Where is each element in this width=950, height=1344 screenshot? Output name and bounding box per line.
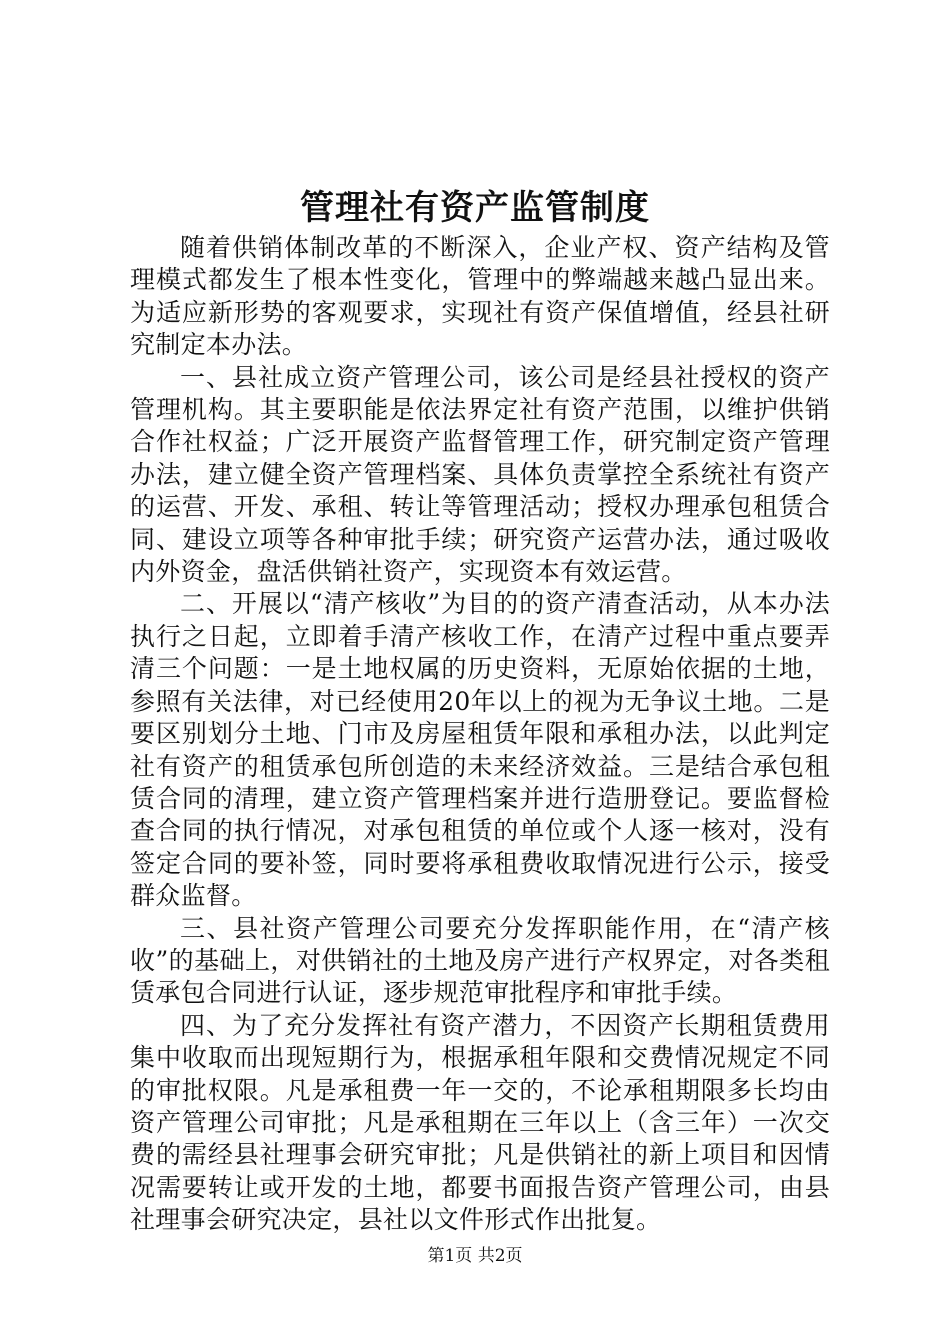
paragraph-section-2: 二、开展以“清产核收”为目的的资产清查活动，从本办法执行之日起，立即着手清产核收工作，在清产过程中重点要弄清三个问题：一是土地权属的历史资料，无原始依据的土地，参照有关法律，对已经使用20年以上的视为无争议土地。二是要区别划分土地、门市及房屋租赁年限和承租办法，以此判定社有资产的租赁承包所创造的未来经济效益。三是结合承包租赁合同的清理，建立资产管理档案并进行造册登记。要监督检查合同的执行情况，对承包租赁的单位或个人逐一核对，没有签定合同的要补签，同时要将承租费收取情况进行公示，接受群众监督。 (130, 589, 830, 911)
paragraph-intro: 随着供销体制改革的不断深入，企业产权、资产结构及管理模式都发生了根本性变化，管理中的弊端越来越凸显出来。为适应新形势的客观要求，实现社有资产保值增值，经县社研究制定本办法。 (130, 233, 830, 360)
paragraph-section-3: 三、县社资产管理公司要充分发挥职能作用，在“清产核收”的基础上，对供销社的土地及房产进行产权界定，对各类租赁承包合同进行认证，逐步规范审批程序和审批手续。 (130, 913, 830, 1008)
page-footer: 第1页 共2页 (427, 1246, 523, 1266)
document-title: 管理社有资产监管制度 (300, 188, 650, 228)
paragraph-section-4: 四、为了充分发挥社有资产潜力，不因资产长期租赁费用集中收取而出现短期行为，根据承租年限和交费情况规定不同的审批权限。凡是承租费一年一交的，不论承租期限多长均由资产管理公司审批；凡是承租期在三年以上（含三年）一次交费的需经县社理事会研究审批；凡是供销社的新上项目和因情况需要转让或开发的土地，都要书面报告资产管理公司，由县社理事会研究决定，县社以文件形式作出批复。 (130, 1010, 830, 1235)
paragraph-section-1: 一、县社成立资产管理公司，该公司是经县社授权的资产管理机构。其主要职能是依法界定社有资产范围，以维护供销合作社权益；广泛开展资产监督管理工作，研究制定资产管理办法，建立健全资产管理档案、具体负责掌控全系统社有资产的运营、开发、承租、转让等管理活动；授权办理承包租赁合同、建设立项等各种审批手续；研究资产运营办法，通过吸收内外资金，盘活供销社资产，实现资本有效运营。 (130, 362, 830, 587)
document-body (130, 232, 830, 1237)
